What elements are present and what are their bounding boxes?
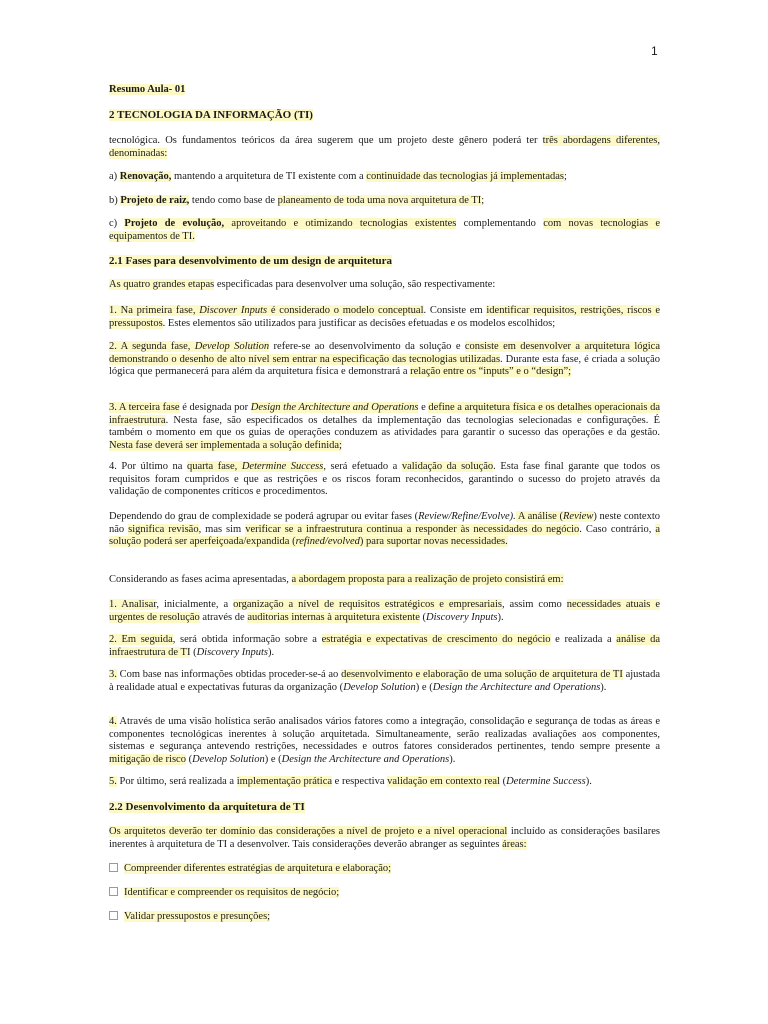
- section-heading: 2 TECNOLOGIA DA INFORMAÇÃO (TI): [109, 109, 313, 121]
- sub-heading-arquitetura: 2.2 Desenvolvimento da arquitetura de TI: [109, 801, 305, 813]
- checkbox-bullet-icon: [109, 887, 118, 896]
- considering-paragraph: Considerando as fases acima apresentadas, a abordagem proposta para a realização de projeto consistirá em:: [109, 574, 564, 585]
- checkbox-bullet-icon: [109, 911, 118, 920]
- step-1: 1. Analisar, inicialmente, a organização a nível de requisitos estratégicos e empresariais, assim como necessidades atuais e urgentes de resolução através de auditorias internas à arquitetura existente (Discovery Inputs).: [109, 599, 660, 623]
- sub-heading-fases: 2.1 Fases para desenvolvimento de um design de arquitetura: [109, 255, 393, 267]
- bullet-item: Validar pressupostos e presunções;: [109, 911, 270, 924]
- architects-paragraph: Os arquitetos deverão ter domínio das considerações a nível de projeto e a nível operacional incluído as considerações basilares inerentes à arquitetura de TI a desenvolver. Tais considerações deverão abranger as seguintes áreas:: [109, 826, 660, 850]
- step-3: 3. Com base nas informações obtidas proceder-se-á ao desenvolvimento e elaboração de uma solução de arquitetura de TI ajustada à realidade atual e expectativas futuras da organização (Develop Solution) e (Design the Architecture and Operations).: [109, 669, 660, 693]
- phase-4: 4. Por último na quarta fase, Determine Success, será efetuado a validação da solução. Esta fase final garante que todos os requisitos foram cumpridos e que as restrições e os riscos foram reconhecidos, garantindo o sucesso do projeto através da validação de componentes críticos e procedimentos.: [109, 461, 660, 498]
- option-renovacao: a) Renovação, mantendo a arquitetura de TI existente com a continuidade das tecnologias já implementadas;: [109, 171, 567, 182]
- phases-intro: As quatro grandes etapas especificadas para desenvolver uma solução, são respectivamente:: [109, 279, 496, 290]
- bullet-item: Compreender diferentes estratégias de arquitetura e elaboração;: [109, 863, 391, 876]
- intro-paragraph: tecnológica. Os fundamentos teóricos da área sugerem que um projeto deste gênero poderá ter três abordagens diferentes, denominadas:: [109, 135, 660, 159]
- checkbox-bullet-icon: [109, 863, 118, 872]
- step-4: 4. Através de uma visão holística serão analisados vários fatores como a integração, consolidação e segurança de todas as áreas e componentes tecnológicas inerentes à solução arquitetada. Simultaneamente, serão realizadas avaliações aos componentes, sistemas e segurança antevendo restrições, necessidades e outros fatores considerados pertinentes, tendo sempre presente a mitigação de risco (Develop Solution) e (Design the Architecture and Operations).: [109, 716, 660, 765]
- step-2: 2. Em seguida, será obtida informação sobre a estratégia e expectativas de crescimento do negócio e realizada a análise da infraestrutura de TI (Discovery Inputs).: [109, 634, 660, 658]
- phase-1: 1. Na primeira fase, Discover Inputs é considerado o modelo conceptual. Consiste em identificar requisitos, restrições, riscos e pressupostos. Estes elementos são utilizados para justificar as decisões efetuadas e os modelos escolhidos;: [109, 305, 660, 329]
- option-projeto-raiz: b) Projeto de raiz, tendo como base de planeamento de toda uma nova arquitetura de TI;: [109, 195, 485, 206]
- phase-3: 3. A terceira fase é designada por Design the Architecture and Operations e define a arquitetura física e os detalhes operacionais da infraestrutura. Nesta fase, são especificados os detalhes da implementação das tecnologias selecionadas e configurações. É também o momento em que os guias de operações conduzem as atividades para garantir o sucesso das operações e da gestão. Nesta fase deverá ser implementada a solução definida;: [109, 402, 660, 451]
- phase-2: 2. A segunda fase, Develop Solution refere-se ao desenvolvimento da solução e consiste em desenvolver a arquitetura lógica demonstrando o desenho de alto nível sem entrar na especificação das tecnologias utilizadas. Durante esta fase, é criada a solução lógica que permanecerá para além da arquitetura física e demonstrará a relação entre os “inputs” e o “design”;: [109, 341, 660, 378]
- option-projeto-evolucao: c) Projeto de evolução, aproveitando e otimizando tecnologias existentes complementando com novas tecnologias e equipamentos de TI.: [109, 218, 661, 242]
- document-title: Resumo Aula- 01: [109, 84, 186, 95]
- bullet-item: Identificar e compreender os requisitos de negócio;: [109, 887, 339, 900]
- complexity-paragraph: Dependendo do grau de complexidade se poderá agrupar ou evitar fases (Review/Refine/Evolve). A análise (Review) neste contexto não significa revisão, mas sim verificar se a infraestrutura continua a responder às necessidades do negócio. Caso contrário, a solução poderá ser aperfeiçoada/expandida (refined/evolved) para suportar novas necessidades.: [109, 511, 660, 548]
- step-5: 5. Por último, será realizada a implementação prática e respectiva validação em contexto real (Determine Success).: [109, 776, 592, 787]
- page-number: 1: [651, 44, 658, 58]
